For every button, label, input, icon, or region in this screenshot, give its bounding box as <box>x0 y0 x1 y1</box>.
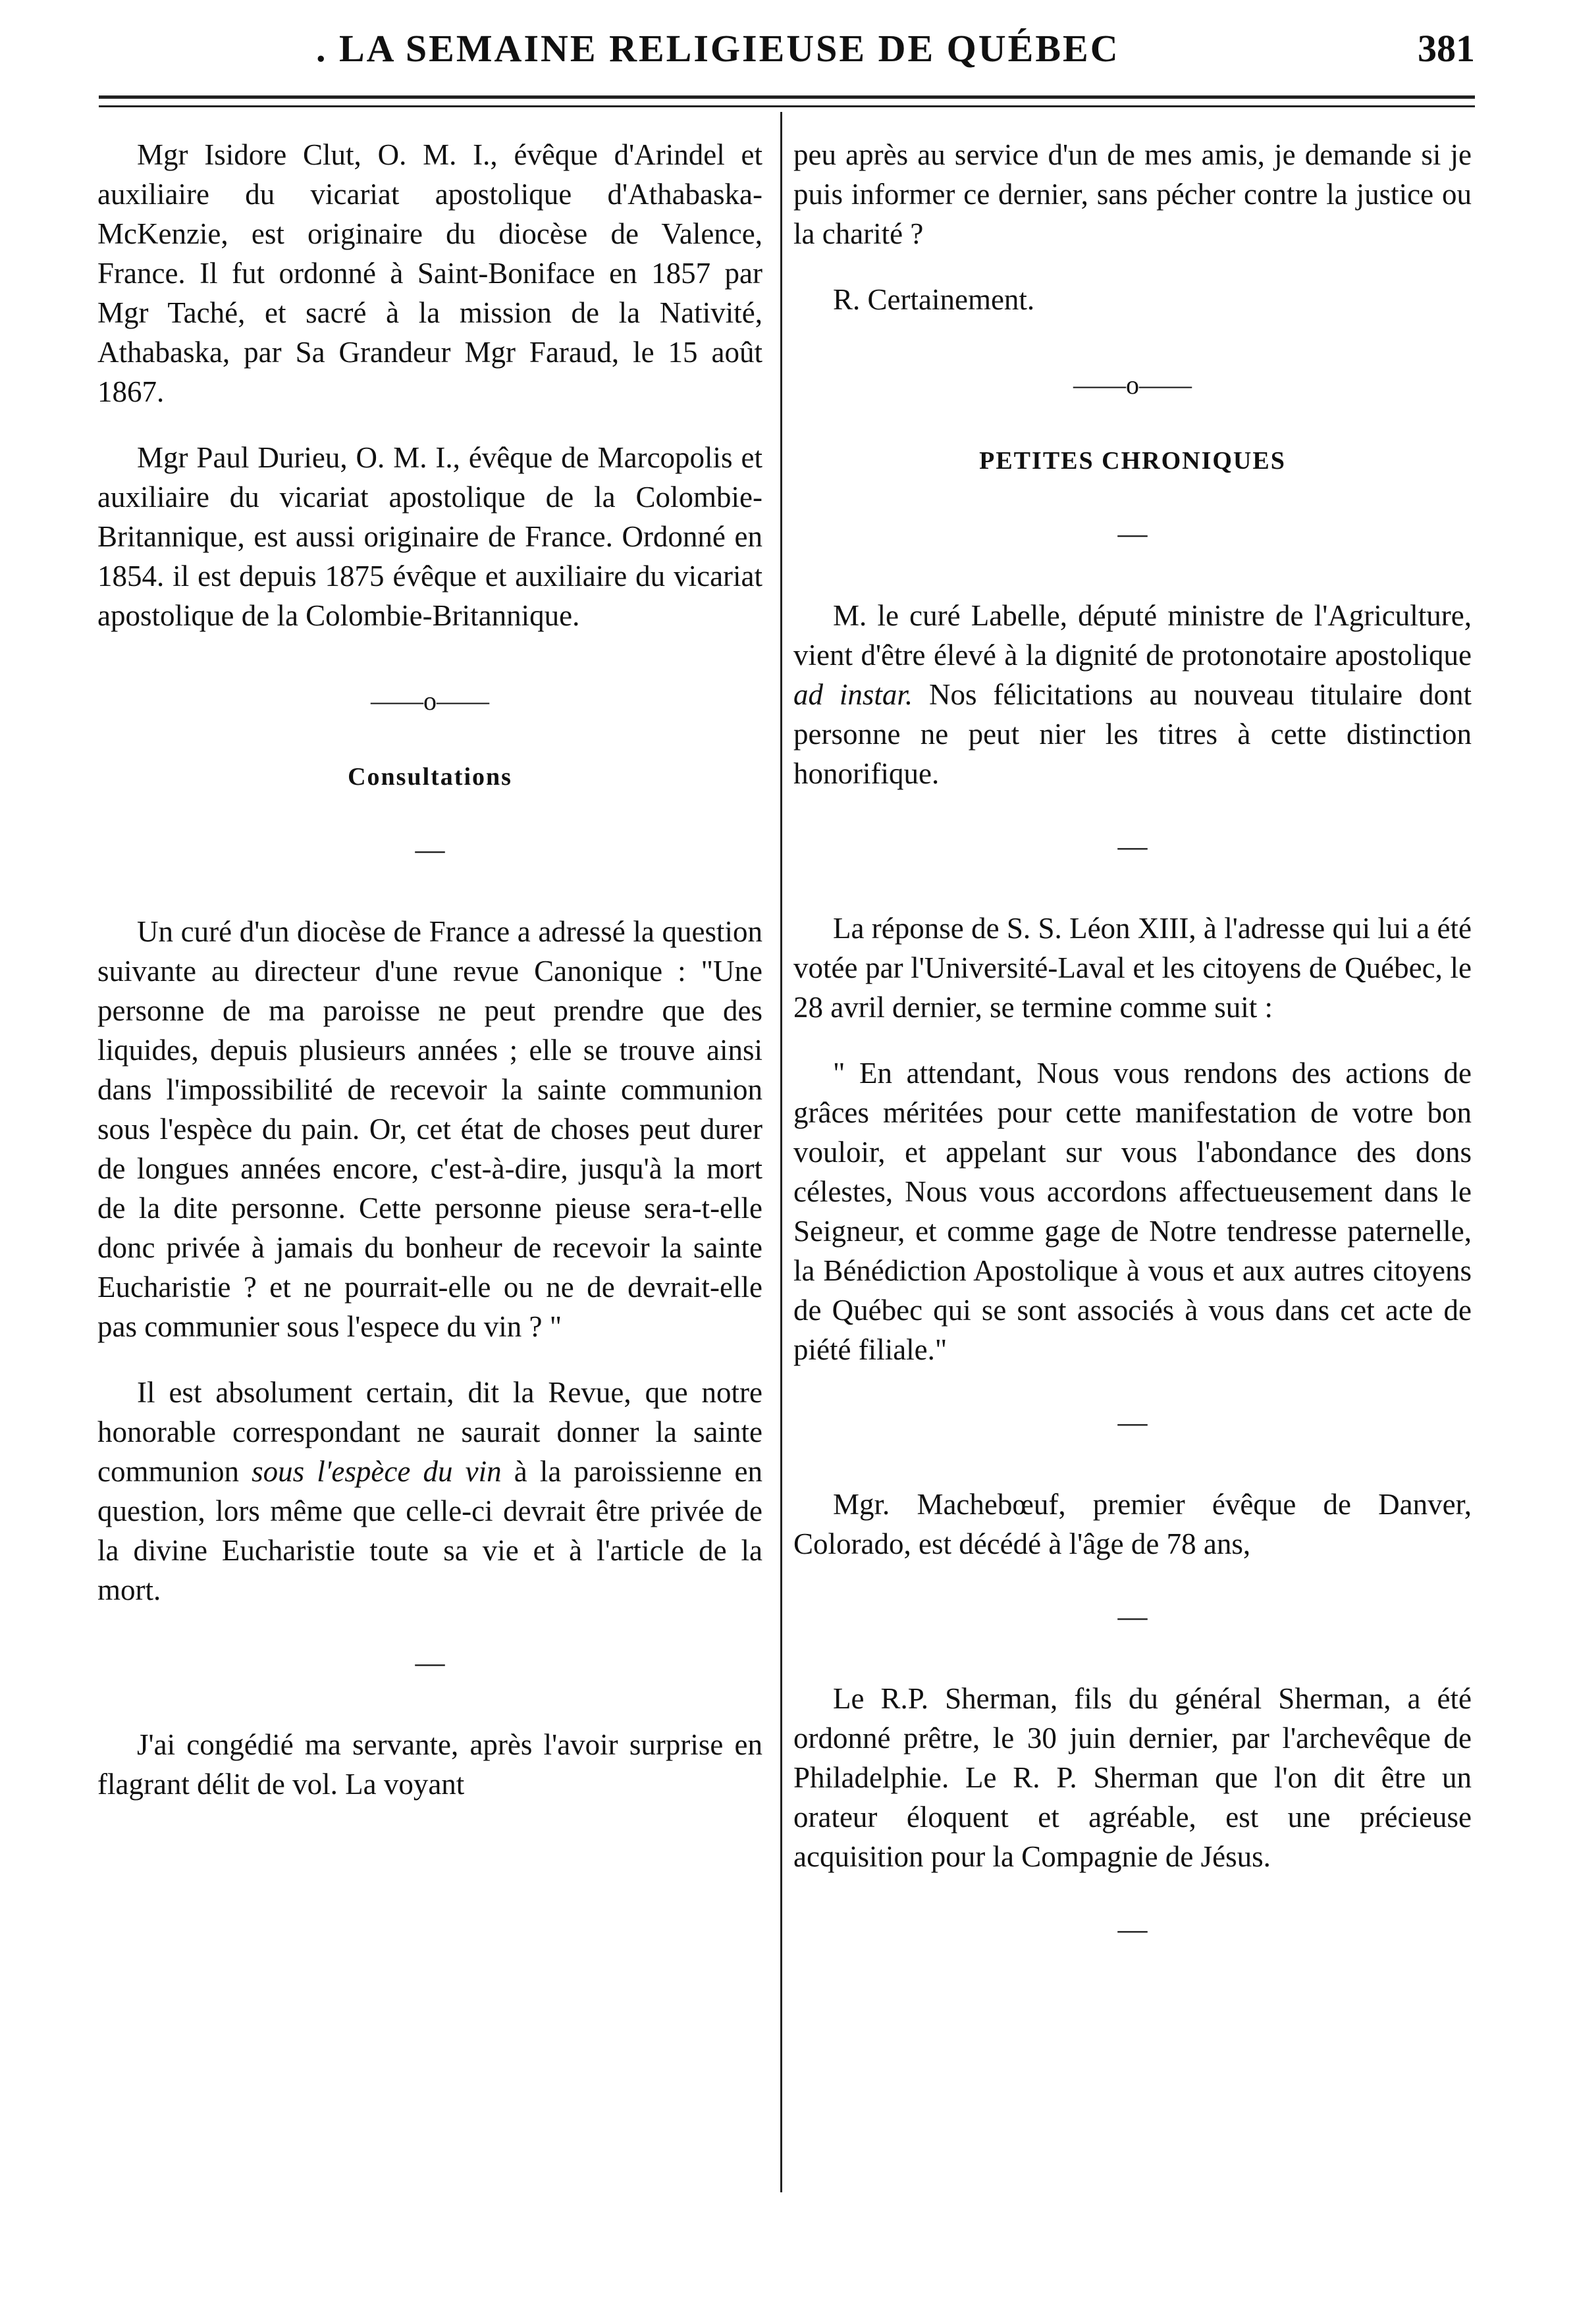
labelle-italic: ad instar. <box>793 678 913 711</box>
section-title-petites-chroniques: PETITES CHRONIQUES <box>979 447 1286 475</box>
paragraph-clut: Mgr Isidore Clut, O. M. I., évêque d'Arindel et auxiliaire du vicariat apostolique d'Athabaska-McKenzie, est originaire du diocèse de Valence, France. Il fut ordonné à Saint-Boniface en 1857 par Mgr Taché, et sacré à la mission de la Nativité, Athabaska, par Sa Grandeur Mgr Faraud, le 15 août 1867. <box>97 138 762 408</box>
column-divider <box>780 112 782 2192</box>
left-column <box>97 135 762 1830</box>
separator: ——o—— <box>371 686 489 716</box>
dash-separator: — <box>1117 1913 1148 1945</box>
section-title-consultations: Consultations <box>348 763 512 791</box>
paragraph-sherman: Le R.P. Sherman, fils du général Sherman, a été ordonné prêtre, le 30 juin dernier, par l'archevêque de Philadelphie. Le R. P. Sherman que l'on dit être un orateur éloquent et agréable, est une précieuse acquisition pour la Compagnie de Jésus. <box>793 1682 1472 1873</box>
paragraph-servant-continued: peu après au service d'un de mes amis, je demande si je puis informer ce dernier, sans pécher contre la justice ou la charité ? <box>793 138 1472 250</box>
paragraph-question: Un curé d'un diocèse de France a adressé la question suivante au directeur d'une revue Canonique : "Une personne de ma paroisse ne peut prendre que des liquides, depuis plusieurs années ; elle se trouve ainsi dans l'impossibilité de recevoir la sainte communion sous l'espèce du pain. Or, cet état de choses peut durer de longues années encore, c'est-à-dire, jusqu'à la mort de la dite personne. Cette personne pieuse sera-t-elle donc privée à jamais du bonheur de recevoir la sainte Eucharistie ? et ne pourrait-elle ou ne de devrait-elle pas communier sous l'espece du vin ? " <box>97 915 762 1343</box>
page-number: 381 <box>1418 27 1475 70</box>
dash-separator: — <box>1117 1406 1148 1439</box>
paragraph-labelle <box>793 596 1472 793</box>
running-header <box>0 26 1501 86</box>
answer-text-start: Il est absolument certain, dit la Revue, que notre honorable correspondant ne saurait donner la sainte communion <box>97 1376 762 1488</box>
header-rule-thick <box>99 95 1475 99</box>
separator: ——o—— <box>1073 370 1192 400</box>
header-rule-thin <box>99 105 1475 107</box>
dash-separator: — <box>415 1646 445 1679</box>
labelle-text-end: Nos félicitations au nouveau titulaire dont personne ne peut nier les titres à cette distinction honorifique. <box>793 678 1472 790</box>
labelle-text-start: M. le curé Labelle, député ministre de l'Agriculture, vient d'être élevé à la dignité de protonotaire apostolique <box>793 599 1472 672</box>
answer-text-end: à la paroissienne en question, lors même que celle-ci devrait être privée de la divine Eucharistie toute sa vie et à l'article de la mort. <box>97 1455 762 1606</box>
paragraph-leon-xiii: La réponse de S. S. Léon XIII, à l'adresse qui lui a été votée par l'Université-Laval et les citoyens de Québec, le 28 avril dernier, se termine comme suit : <box>793 912 1472 1024</box>
answer-italic: sous l'espèce du vin <box>252 1455 502 1488</box>
paragraph-response: R. Certainement. <box>833 283 1035 316</box>
paragraph-servant: J'ai congédié ma servante, après l'avoir surprise en flagrant délit de vol. La voyant <box>97 1728 762 1801</box>
dash-separator: — <box>1117 517 1148 550</box>
right-column <box>793 135 1472 1992</box>
paragraph-answer <box>97 1373 762 1610</box>
publication-title: . LA SEMAINE RELIGIEUSE DE QUÉBEC <box>316 27 1120 70</box>
paragraph-macheboeuf: Mgr. Machebœuf, premier évêque de Danver, Colorado, est décédé à l'âge de 78 ans, <box>793 1488 1472 1560</box>
paragraph-quote: " En attendant, Nous vous rendons des actions de grâces méritées pour cette manifestation de votre bon vouloir, et appelant sur vous l'abondance des dons célestes, Nous vous accordons affectueusement dans le Seigneur, et comme gage de Notre tendresse paternelle, la Bénédiction Apostolique à vous et aux autres citoyens de Québec qui se sont associés à vous dans cet acte de piété filiale." <box>793 1057 1472 1366</box>
dash-separator: — <box>1117 1600 1148 1633</box>
dash-separator: — <box>1117 830 1148 862</box>
dash-separator: — <box>415 833 445 866</box>
paragraph-durieu: Mgr Paul Durieu, O. M. I., évêque de Marcopolis et auxiliaire du vicariat apostolique de la Colombie-Britannique, est aussi originaire de France. Ordonné en 1854. il est depuis 1875 évêque et auxiliaire du vicariat apostolique de la Colombie-Britannique. <box>97 441 762 632</box>
